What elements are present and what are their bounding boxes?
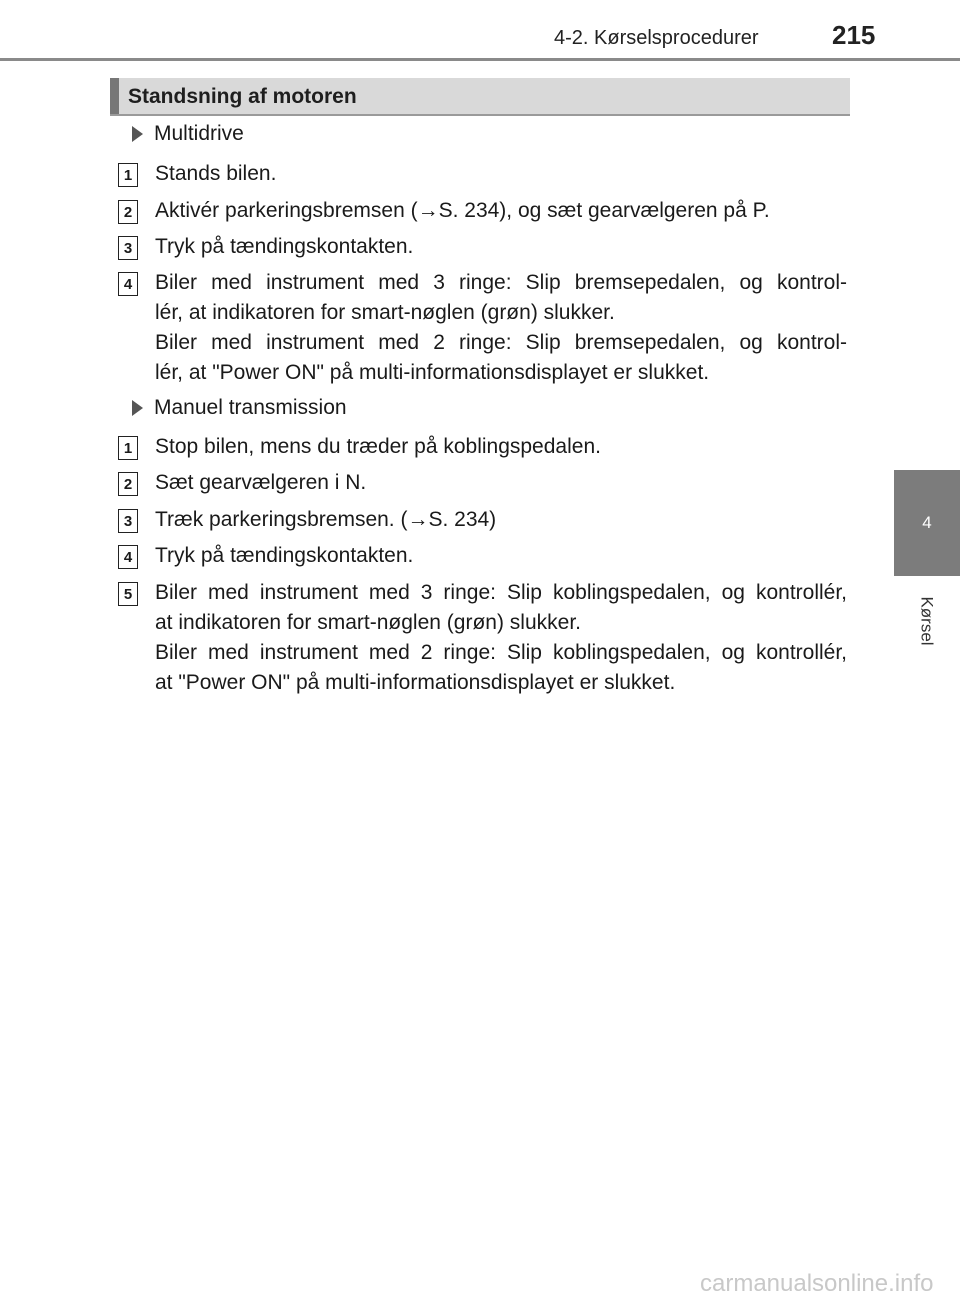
step-number-badge: 2 — [118, 472, 138, 496]
bullet-label: Manuel transmission — [154, 396, 347, 419]
manual-bullet — [132, 396, 347, 420]
triangle-bullet-icon — [132, 400, 143, 416]
step-line: Aktivér parkeringsbremsen (→S. 234), og sæt gearvælgeren på P. — [155, 199, 770, 222]
chapter-label: Kørsel — [918, 596, 937, 646]
triangle-bullet-icon — [132, 126, 143, 142]
section-heading: Standsning af motoren — [128, 85, 357, 108]
step-number-badge: 2 — [118, 200, 138, 224]
header-section-title: 4-2. Kørselsprocedurer — [554, 27, 759, 49]
chapter-number: 4 — [922, 513, 932, 532]
page-number: 215 — [832, 20, 876, 50]
header-divider — [0, 58, 960, 61]
step-line: Biler med instrument med 2 ringe: Slip koblingspedalen, og kontrollér, — [155, 641, 847, 664]
step-line: Stands bilen. — [155, 162, 277, 185]
step-line: lér, at indikatoren for smart-nøglen (grøn) slukker. — [155, 301, 615, 324]
step-line: Sæt gearvælgeren i N. — [155, 471, 367, 494]
step-line: at "Power ON" på multi-informationsdisplayet er slukket. — [155, 671, 676, 694]
step-text — [155, 432, 847, 462]
step-number-badge: 3 — [118, 236, 138, 260]
step-text — [155, 505, 847, 535]
step-text — [155, 578, 847, 698]
step-line: Biler med instrument med 3 ringe: Slip bremsepedalen, og kontrol- — [155, 271, 847, 294]
step-number-badge: 5 — [118, 582, 138, 606]
step-number-badge: 4 — [118, 272, 138, 296]
bullet-label: Multidrive — [154, 122, 244, 145]
step-line: Tryk på tændingskontakten. — [155, 544, 414, 567]
chapter-tab — [894, 470, 960, 576]
multidrive-bullet — [132, 122, 244, 146]
step-text — [155, 159, 847, 189]
step-text — [155, 468, 847, 498]
step-line: at indikatoren for smart-nøglen (grøn) slukker. — [155, 611, 581, 634]
step-text — [155, 232, 847, 262]
step-text — [155, 196, 847, 226]
step-line: Stop bilen, mens du træder på koblingspedalen. — [155, 435, 601, 458]
watermark: carmanualsonline.info — [700, 1270, 934, 1297]
step-line: Biler med instrument med 2 ringe: Slip bremsepedalen, og kontrol- — [155, 331, 847, 354]
step-number-badge: 3 — [118, 509, 138, 533]
step-text — [155, 541, 847, 571]
step-line: Træk parkeringsbremsen. (→S. 234) — [155, 508, 497, 531]
step-number-badge: 1 — [118, 436, 138, 460]
step-line: lér, at "Power ON" på multi-informationsdisplayet er slukket. — [155, 361, 710, 384]
step-number-badge: 1 — [118, 163, 138, 187]
step-number-badge: 4 — [118, 545, 138, 569]
step-line: Tryk på tændingskontakten. — [155, 235, 414, 258]
chapter-label-container — [894, 576, 960, 666]
step-line: Biler med instrument med 3 ringe: Slip koblingspedalen, og kontrollér, — [155, 581, 847, 604]
step-text — [155, 268, 847, 388]
